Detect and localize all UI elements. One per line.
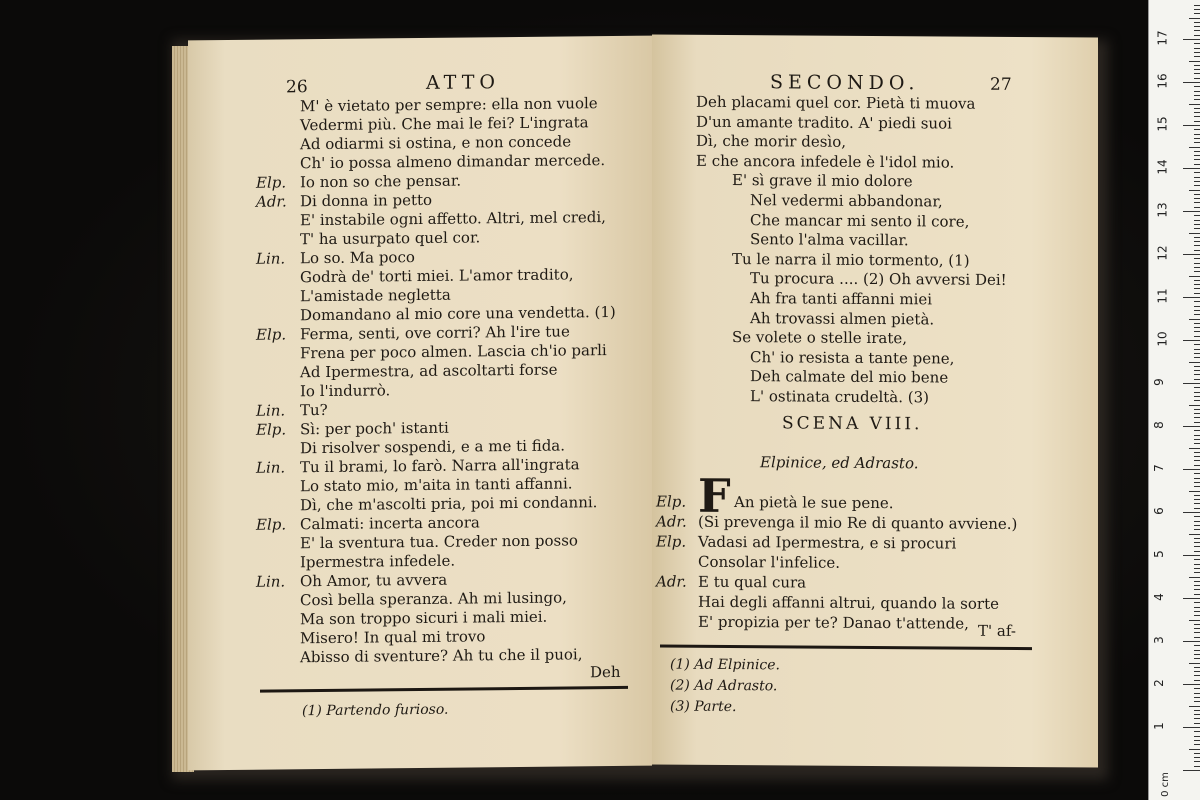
ruler-tick (1194, 723, 1200, 724)
ruler-tick (1194, 108, 1200, 109)
ruler-tick (1194, 288, 1200, 289)
ruler-tick (1183, 383, 1200, 384)
left-text-line: Ma son troppo sicuri i mali miei. (300, 607, 548, 629)
ruler-tick (1194, 568, 1200, 569)
ruler-tick (1194, 314, 1200, 315)
ruler-tick (1194, 198, 1200, 199)
scene-title: SCENA VIII. (782, 413, 923, 435)
left-text-line: Ipermestra infedele. (300, 551, 456, 572)
ruler-tick (1194, 151, 1200, 152)
right-text-line: Se volete o stelle irate, (732, 328, 907, 348)
ruler-tick (1194, 744, 1200, 745)
ruler-tick (1194, 413, 1200, 414)
ruler-tick (1183, 340, 1200, 341)
ruler-tick (1194, 207, 1200, 208)
ruler-tick (1194, 542, 1200, 543)
left-text-line: Di risolver sospendi, e a me ti fida. (300, 436, 566, 458)
ruler-tick (1194, 632, 1200, 633)
left-running-head: ATTO (426, 71, 500, 94)
ruler-tick (1194, 611, 1200, 612)
measurement-ruler (1148, 0, 1200, 800)
left-text-line: Ferma, senti, ove corri? Ah l'ire tue (300, 322, 570, 344)
ruler-tick (1189, 405, 1200, 406)
ruler-tick (1194, 245, 1200, 246)
right-page-number: 27 (990, 74, 1012, 95)
ruler-tick (1194, 116, 1200, 117)
ruler-tick (1194, 155, 1200, 156)
ruler-tick (1189, 448, 1200, 449)
ruler-tick (1183, 125, 1200, 126)
right-footnote-rule (660, 644, 1032, 650)
ruler-tick (1194, 740, 1200, 741)
ruler-tick (1189, 663, 1200, 664)
left-speaker-label: Elp. (256, 325, 287, 344)
ruler-tick (1194, 5, 1200, 6)
left-footnote: (1) Partendo furioso. (302, 701, 449, 720)
ruler-tick (1194, 26, 1200, 27)
right-page (652, 34, 1098, 767)
ruler-tick (1189, 577, 1200, 578)
ruler-tick (1183, 555, 1200, 556)
left-text-line: Dì, che m'ascolti pria, poi mi condanni. (300, 493, 598, 515)
ruler-tick (1194, 654, 1200, 655)
ruler-number: 13 (1155, 202, 1170, 218)
ruler-tick (1194, 718, 1200, 719)
ruler-tick (1194, 757, 1200, 758)
ruler-tick (1194, 159, 1200, 160)
ruler-number: 8 (1151, 421, 1166, 429)
scene-characters: Elpinice, ed Adrasto. (760, 453, 919, 473)
ruler-tick (1194, 443, 1200, 444)
ruler-tick (1194, 645, 1200, 646)
left-text-line: Misero! In qual mi trovo (300, 627, 486, 648)
ruler-tick (1194, 615, 1200, 616)
ruler-tick (1194, 78, 1200, 79)
ruler-tick (1194, 323, 1200, 324)
left-text-line: Io l'indurrò. (300, 381, 391, 401)
ruler-number: 1 (1151, 722, 1166, 730)
left-text-line: Ch' io possa almeno dimandar mercede. (300, 151, 606, 173)
ruler-tick (1194, 9, 1200, 10)
ruler-tick (1194, 267, 1200, 268)
right-text-line: Tu le narra il mio tormento, (1) (732, 249, 970, 270)
scene-speaker-label: Elp. (656, 532, 687, 551)
ruler-tick (1194, 215, 1200, 216)
right-text-line: Dì, che morir desìo, (696, 131, 846, 151)
ruler-tick (1189, 104, 1200, 105)
scene-text-line: (Si prevenga il mio Re di quanto avviene.) (698, 512, 1018, 533)
ruler-tick (1194, 430, 1200, 431)
left-text-line: Io non so che pensar. (300, 171, 462, 192)
left-footnote-rule (260, 686, 628, 693)
ruler-tick (1194, 52, 1200, 53)
ruler-tick (1194, 185, 1200, 186)
scene-speaker-label: Elp. (656, 492, 687, 511)
ruler-tick (1194, 495, 1200, 496)
ruler-tick (1194, 220, 1200, 221)
ruler-tick (1194, 697, 1200, 698)
right-text-line: Deh calmate del mio bene (750, 367, 949, 387)
ruler-tick (1194, 306, 1200, 307)
right-text-line: D'un amante tradito. A' piedi suoi (696, 112, 952, 133)
left-text-line: Oh Amor, tu avvera (300, 570, 448, 591)
left-text-line: E' la sventura tua. Creder non posso (300, 531, 578, 553)
ruler-tick (1194, 736, 1200, 737)
ruler-tick (1194, 658, 1200, 659)
ruler-tick (1194, 142, 1200, 143)
ruler-tick (1189, 319, 1200, 320)
ruler-tick (1194, 714, 1200, 715)
left-text-line: Ad odiarmi si ostina, e non concede (300, 132, 572, 154)
ruler-tick (1194, 667, 1200, 668)
ruler-tick (1183, 512, 1200, 513)
ruler-tick (1189, 534, 1200, 535)
ruler-tick (1194, 594, 1200, 595)
ruler-tick (1194, 349, 1200, 350)
left-speaker-label: Elp. (256, 173, 287, 192)
ruler-tick (1194, 379, 1200, 380)
ruler-tick (1194, 559, 1200, 560)
ruler-tick (1183, 426, 1200, 427)
left-speaker-label: Lin. (256, 458, 286, 477)
ruler-tick (1194, 482, 1200, 483)
ruler-tick (1194, 13, 1200, 14)
ruler-tick (1194, 177, 1200, 178)
ruler-tick (1183, 770, 1200, 771)
ruler-tick (1194, 688, 1200, 689)
ruler-number: 7 (1151, 464, 1166, 472)
ruler-tick (1194, 73, 1200, 74)
ruler-tick (1194, 284, 1200, 285)
ruler-tick (1194, 95, 1200, 96)
right-footnote-1: (1) Ad Elpinice. (670, 656, 781, 674)
ruler-tick (1194, 607, 1200, 608)
ruler-tick (1194, 693, 1200, 694)
ruler-tick (1194, 194, 1200, 195)
ruler-tick (1194, 478, 1200, 479)
ruler-tick (1183, 684, 1200, 685)
ruler-tick (1189, 706, 1200, 707)
ruler-number: 9 (1151, 378, 1166, 386)
ruler-tick (1194, 263, 1200, 264)
ruler-tick (1194, 581, 1200, 582)
right-catchword: T' af- (978, 621, 1016, 640)
ruler-number: 16 (1155, 73, 1170, 89)
left-speaker-label: Lin. (256, 249, 286, 268)
ruler-tick (1194, 766, 1200, 767)
ruler-tick (1194, 327, 1200, 328)
right-text-line: Tu procura .... (2) Oh avversi Dei! (750, 269, 1007, 290)
ruler-tick (1194, 293, 1200, 294)
left-page (188, 36, 652, 771)
scene-text-line: Hai degli affanni altrui, quando la sorte (698, 592, 999, 613)
ruler-tick (1194, 503, 1200, 504)
left-text-line: L'amistade negletta (300, 285, 451, 306)
ruler-tick (1189, 147, 1200, 148)
left-text-line: Ad Ipermestra, ad ascoltarti forse (300, 360, 558, 382)
left-text-line: Di donna in petto (300, 190, 433, 211)
ruler-number: 4 (1151, 593, 1166, 601)
ruler-tick (1194, 250, 1200, 251)
ruler-tick (1194, 134, 1200, 135)
ruler-tick (1194, 86, 1200, 87)
ruler-tick (1194, 331, 1200, 332)
ruler-tick (1194, 280, 1200, 281)
ruler-tick (1194, 546, 1200, 547)
left-text-line: Tu il brami, lo farò. Narra all'ingrata (300, 455, 580, 477)
ruler-tick (1194, 56, 1200, 57)
ruler-tick (1194, 551, 1200, 552)
ruler-tick (1189, 749, 1200, 750)
left-speaker-label: Lin. (256, 572, 286, 591)
left-text-line: Tu? (300, 400, 328, 420)
ruler-tick (1194, 164, 1200, 165)
ruler-tick (1189, 233, 1200, 234)
ruler-tick (1194, 731, 1200, 732)
ruler-number: 3 (1151, 636, 1166, 644)
ruler-tick (1194, 392, 1200, 393)
ruler-tick (1194, 473, 1200, 474)
ruler-tick (1183, 641, 1200, 642)
ruler-tick (1194, 138, 1200, 139)
ruler-tick (1189, 61, 1200, 62)
ruler-tick (1194, 202, 1200, 203)
ruler-tick (1183, 598, 1200, 599)
ruler-tick (1194, 521, 1200, 522)
right-text-line: Deh placami quel cor. Pietà ti muova (696, 92, 976, 113)
ruler-tick (1194, 499, 1200, 500)
ruler-tick (1194, 650, 1200, 651)
left-speaker-label: Elp. (256, 420, 287, 439)
ruler-tick (1194, 181, 1200, 182)
left-text-line: Lo stato mio, m'aita in tanti affanni. (300, 474, 573, 496)
ruler-tick (1194, 628, 1200, 629)
ruler-tick (1194, 366, 1200, 367)
ruler-tick (1194, 671, 1200, 672)
ruler-tick (1194, 589, 1200, 590)
left-text-line: Così bella speranza. Ah mi lusingo, (300, 588, 567, 610)
right-text-line: Ch' io resista a tante pene, (750, 347, 955, 368)
left-text-line: Domandano al mio core una vendetta. (1) (300, 302, 616, 325)
ruler-tick (1183, 297, 1200, 298)
ruler-tick (1194, 237, 1200, 238)
ruler-tick (1194, 624, 1200, 625)
ruler-tick (1194, 409, 1200, 410)
scene-text-line: Vadasi ad Ipermestra, e si procuri (698, 532, 957, 553)
ruler-tick (1189, 362, 1200, 363)
right-running-head: SECONDO. (770, 71, 920, 95)
ruler-tick (1194, 271, 1200, 272)
drop-cap: F (698, 468, 731, 523)
ruler-tick (1194, 417, 1200, 418)
ruler-tick (1194, 99, 1200, 100)
left-text-line: Godrà de' torti miei. L'amor tradito, (300, 265, 574, 287)
left-text-line: Frena per poco almen. Lascia ch'io parli (300, 341, 607, 363)
ruler-number: 12 (1155, 245, 1170, 261)
ruler-tick (1194, 585, 1200, 586)
ruler-number: 2 (1151, 679, 1166, 687)
ruler-tick (1183, 39, 1200, 40)
ruler-tick (1189, 190, 1200, 191)
ruler-tick (1194, 69, 1200, 70)
ruler-tick (1194, 680, 1200, 681)
ruler-tick (1194, 228, 1200, 229)
ruler-tick (1194, 374, 1200, 375)
ruler-tick (1194, 452, 1200, 453)
ruler-tick (1194, 761, 1200, 762)
ruler-tick (1183, 727, 1200, 728)
ruler-tick (1194, 456, 1200, 457)
ruler-tick (1194, 396, 1200, 397)
ruler-tick (1194, 35, 1200, 36)
left-text-line: Calmati: incerta ancora (300, 513, 480, 534)
left-speaker-label: Lin. (256, 401, 286, 420)
ruler-tick (1194, 387, 1200, 388)
ruler-tick (1194, 572, 1200, 573)
ruler-tick (1189, 491, 1200, 492)
right-footnote-3: (3) Parte. (670, 698, 737, 716)
ruler-tick (1194, 91, 1200, 92)
ruler-number: 15 (1155, 116, 1170, 132)
ruler-tick (1194, 310, 1200, 311)
ruler-tick (1194, 422, 1200, 423)
scene-text-line: E' propizia per te? Danao t'attende, (698, 612, 969, 633)
ruler-number: 10 (1155, 331, 1170, 347)
ruler-tick (1194, 701, 1200, 702)
left-speaker-label: Adr. (256, 192, 287, 211)
ruler-number: 14 (1155, 159, 1170, 175)
ruler-tick (1194, 460, 1200, 461)
ruler-unit: 0 cm (1159, 772, 1171, 797)
left-catchword: Deh (590, 662, 621, 682)
ruler-number: 11 (1155, 288, 1170, 304)
ruler-tick (1194, 65, 1200, 66)
ruler-number: 5 (1151, 550, 1166, 558)
ruler-tick (1194, 753, 1200, 754)
ruler-tick (1194, 516, 1200, 517)
ruler-tick (1194, 710, 1200, 711)
ruler-tick (1194, 258, 1200, 259)
ruler-tick (1183, 254, 1200, 255)
ruler-tick (1189, 620, 1200, 621)
ruler-tick (1183, 211, 1200, 212)
ruler-tick (1194, 486, 1200, 487)
ruler-tick (1194, 224, 1200, 225)
right-text-line: E che ancora infedele è l'idol mio. (696, 151, 955, 172)
ruler-tick (1194, 344, 1200, 345)
left-text-line: E' instabile ogni affetto. Altri, mel credi, (300, 208, 606, 230)
ruler-tick (1194, 336, 1200, 337)
ruler-tick (1194, 301, 1200, 302)
ruler-tick (1194, 400, 1200, 401)
ruler-number: 17 (1155, 30, 1170, 46)
left-page-number: 26 (286, 77, 308, 98)
ruler-tick (1194, 112, 1200, 113)
ruler-tick (1194, 508, 1200, 509)
ruler-tick (1194, 637, 1200, 638)
ruler-tick (1194, 353, 1200, 354)
left-text-line: M' è vietato per sempre: ella non vuole (300, 94, 598, 116)
ruler-number: 6 (1151, 507, 1166, 515)
left-text-line: T' ha usurpato quel cor. (300, 228, 481, 249)
ruler-tick (1194, 241, 1200, 242)
left-text-line: Abisso di sventure? Ah tu che il puoi, (300, 645, 583, 667)
ruler-tick (1194, 370, 1200, 371)
right-text-line: Sento l'alma vacillar. (750, 230, 909, 250)
scene-text-line: E tu qual cura (698, 572, 807, 592)
ruler-tick (1194, 172, 1200, 173)
ruler-tick (1194, 439, 1200, 440)
ruler-tick (1194, 435, 1200, 436)
right-footnote-2: (2) Ad Adrasto. (670, 677, 778, 695)
ruler-tick (1194, 564, 1200, 565)
right-text-line: Ah fra tanti affanni miei (750, 289, 933, 309)
ruler-tick (1194, 538, 1200, 539)
left-text-line: Vedermi più. Che mai le fei? L'ingrata (300, 113, 589, 135)
scene-speaker-label: Adr. (656, 572, 687, 591)
right-text-line: L' ostinata crudeltà. (3) (750, 387, 930, 407)
ruler-tick (1194, 48, 1200, 49)
scene-text-line: Consolar l'infelice. (698, 552, 841, 572)
ruler-tick (1189, 276, 1200, 277)
ruler-tick (1194, 529, 1200, 530)
ruler-tick (1194, 22, 1200, 23)
ruler-tick (1194, 602, 1200, 603)
right-text-line: E' sì grave il mio dolore (732, 171, 913, 191)
ruler-tick (1194, 43, 1200, 44)
ruler-tick (1183, 469, 1200, 470)
left-speaker-label: Elp. (256, 515, 287, 534)
left-text-line: Sì: per poch' istanti (300, 418, 449, 439)
scene-text-line: An pietà le sue pene. (734, 493, 894, 513)
ruler-tick (1194, 30, 1200, 31)
ruler-tick (1189, 18, 1200, 19)
ruler-tick (1183, 168, 1200, 169)
right-text-line: Nel vedermi abbandonar, (750, 191, 943, 211)
ruler-tick (1194, 357, 1200, 358)
ruler-tick (1194, 675, 1200, 676)
ruler-tick (1183, 82, 1200, 83)
right-text-line: Che mancar mi sento il core, (750, 210, 970, 231)
right-text-line: Ah trovassi almen pietà. (750, 308, 935, 329)
left-text-line: Lo so. Ma poco (300, 248, 415, 268)
ruler-tick (1194, 465, 1200, 466)
scene-speaker-label: Adr. (656, 512, 687, 531)
ruler-tick (1194, 525, 1200, 526)
ruler-tick (1194, 129, 1200, 130)
ruler-tick (1194, 121, 1200, 122)
